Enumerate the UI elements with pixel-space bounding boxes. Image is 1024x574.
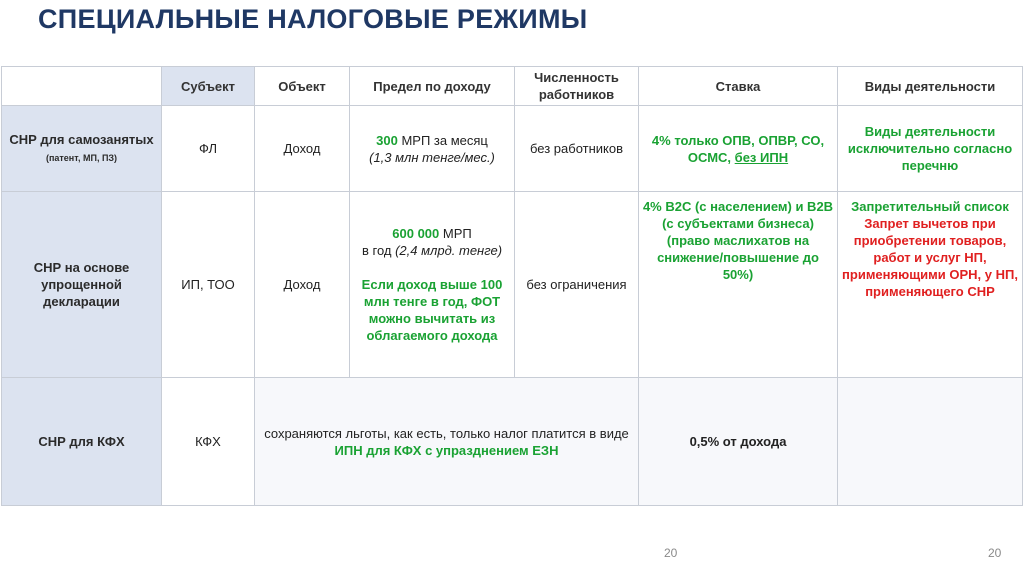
limit-note: (1,3 млн тенге/мес.) [369, 149, 495, 165]
header-employees: Численность работников [515, 67, 639, 106]
cell-employees: без ограничения [515, 192, 639, 378]
merged-highlight: ИПН для КФХ с упразднением ЕЗН [334, 442, 559, 458]
cell-rate: 4% В2С (с населением) и В2В (с субъектами бизнеса) (право маслихатов на снижение/повышение до 50%) [639, 192, 838, 378]
row-label-text: СНР для самозанятых [9, 131, 154, 147]
limit-note: (2,4 млрд. тенге) [395, 243, 503, 258]
limit-extra: Если доход выше 100 млн тенге в год, ФОТ можно вычитать из облагаемого дохода [361, 277, 503, 343]
cell-rate [639, 106, 838, 192]
page-number-center: 20 [664, 546, 678, 560]
table-row [2, 192, 1023, 378]
tax-regimes-table [1, 66, 1023, 506]
merged-prefix: сохраняются льготы, как есть, только налог платится в виде [264, 425, 629, 441]
cell-income-limit [350, 192, 515, 378]
rate-main: 4% только ОПВ, ОПВР, СО, ОСМС, [651, 132, 825, 165]
limit-line2: в год [361, 243, 396, 258]
header-object: Объект [255, 67, 350, 106]
header-activities: Виды деятельности [838, 67, 1023, 106]
header-corner-cell [2, 67, 162, 106]
cell-subject: ФЛ [162, 106, 255, 192]
cell-rate: 0,5% от дохода [639, 378, 838, 506]
table-row [2, 378, 1023, 506]
cell-subject: ИП, ТОО [162, 192, 255, 378]
row-label-simplified-declaration: СНР на основе упрощенной декларации [2, 192, 162, 378]
rate-underlined: без ИПН [734, 149, 789, 165]
limit-amount: 300 [376, 132, 398, 148]
cell-employees: без работников [515, 106, 639, 192]
cell-activities [838, 378, 1023, 506]
table-row [2, 106, 1023, 192]
row-label-note: (патент, МП, ПЗ) [45, 152, 118, 163]
header-subject: Субъект [162, 67, 255, 106]
cell-activities [838, 192, 1023, 378]
row-label-kfh: СНР для КФХ [2, 378, 162, 506]
cell-merged-note [255, 378, 639, 506]
cell-subject: КФХ [162, 378, 255, 506]
table-header-row [2, 67, 1023, 106]
cell-object: Доход [255, 192, 350, 378]
limit-amount: 600 000 [392, 226, 440, 241]
cell-activities: Виды деятельности исключительно согласно перечню [838, 106, 1023, 192]
limit-text: МРП за месяц [397, 132, 488, 148]
header-income-limit: Предел по доходу [350, 67, 515, 106]
page-number-right: 20 [988, 546, 1002, 560]
activity-red: Запрет вычетов при приобретении товаров, работ и услуг НП, применяющими ОРН, у НП, применяющего СНР [842, 216, 1018, 299]
page-title: СПЕЦИАЛЬНЫЕ НАЛОГОВЫЕ РЕЖИМЫ [38, 4, 588, 34]
row-label-self-employed [2, 106, 162, 192]
limit-text: МРП [439, 226, 472, 241]
activity-green: Запретительный список [851, 199, 1009, 214]
cell-income-limit [350, 106, 515, 192]
header-rate: Ставка [639, 67, 838, 106]
cell-object: Доход [255, 106, 350, 192]
